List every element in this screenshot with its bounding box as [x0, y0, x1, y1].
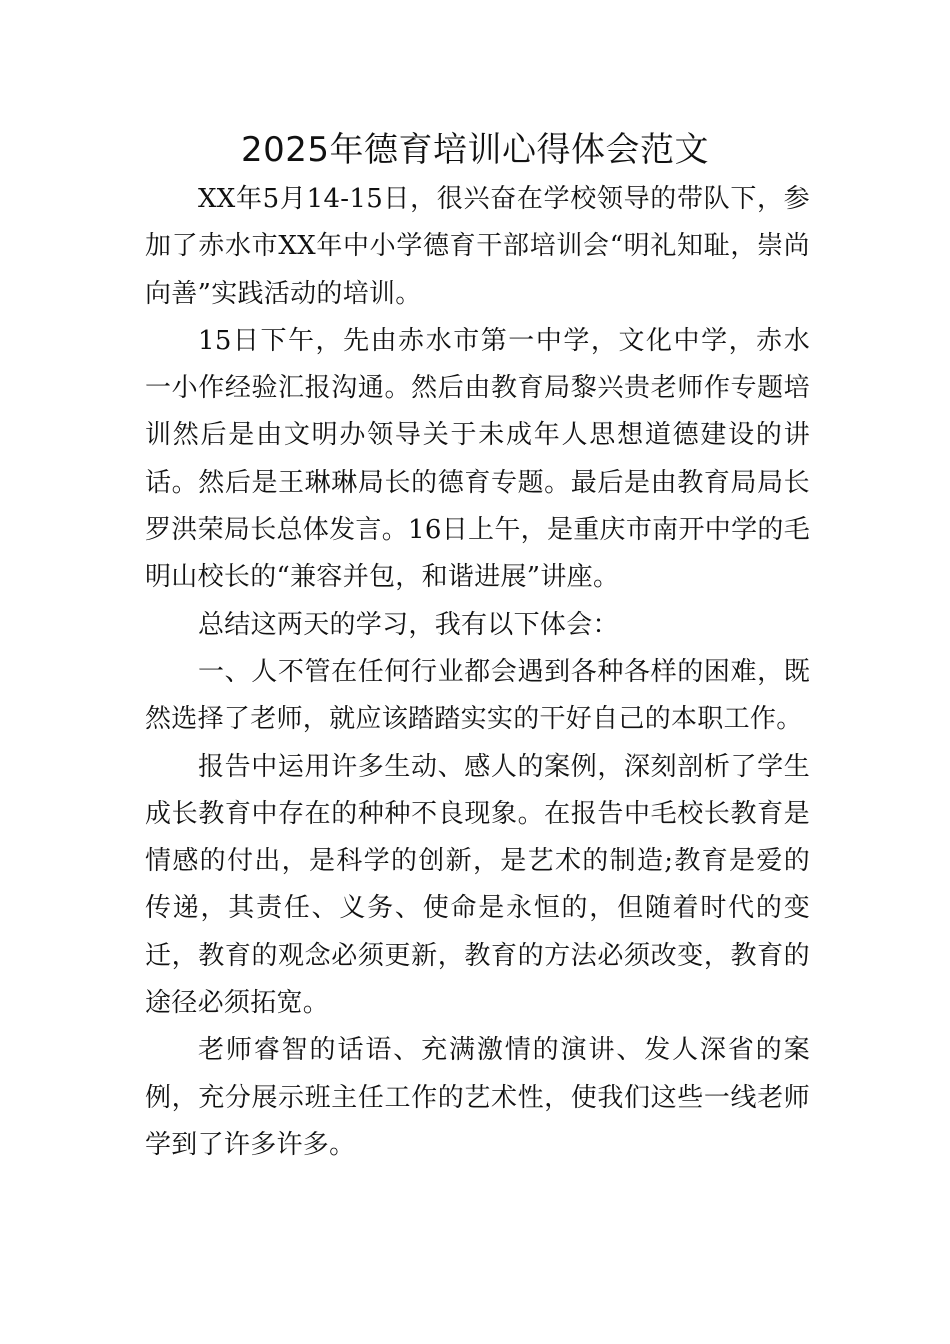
- paragraph-schedule: 15日下午，先由赤水市第一中学，文化中学，赤水一小作经验汇报沟通。然后由教育局黎兴贵老师作专题培训然后是由文明办领导关于未成年人思想道德建设的讲话。然后是王琳琳局长的德育专题。最后是由教育局局长罗洪荣局长总体发言。16日上午，是重庆市南开中学的毛明山校长的“兼容并包，和谐进展”讲座。: [145, 325, 810, 593]
- paragraph-point-one: 一、人不管在任何行业都会遇到各种各样的困难，既然选择了老师，就应该踏踏实实的干好自己的本职工作。: [145, 656, 810, 735]
- document-title: 2025年德育培训心得体会范文: [240, 130, 710, 170]
- document-body: [145, 176, 810, 1169]
- paragraph-conclusion: 老师睿智的话语、充满激情的演讲、发人深省的案例，充分展示班主任工作的艺术性，使我们这些一线老师学到了许多许多。: [145, 1035, 810, 1160]
- paragraph-summary-lead: 总结这两天的学习，我有以下体会：: [198, 609, 619, 640]
- paragraph-report: 报告中运用许多生动、感人的案例，深刻剖析了学生成长教育中存在的种种不良现象。在报告中毛校长教育是情感的付出，是科学的创新，是艺术的制造;教育是爱的传递，其责任、义务、使命是永恒的，但随着时代的变迁，教育的观念必须更新，教育的方法必须改变，教育的途径必须拓宽。: [145, 751, 810, 1019]
- paragraph-training-intro: XX年5月14-15日，很兴奋在学校领导的带队下，参加了赤水市XX年中小学德育干部培训会“明礼知耻，崇尚向善”实践活动的培训。: [145, 184, 810, 309]
